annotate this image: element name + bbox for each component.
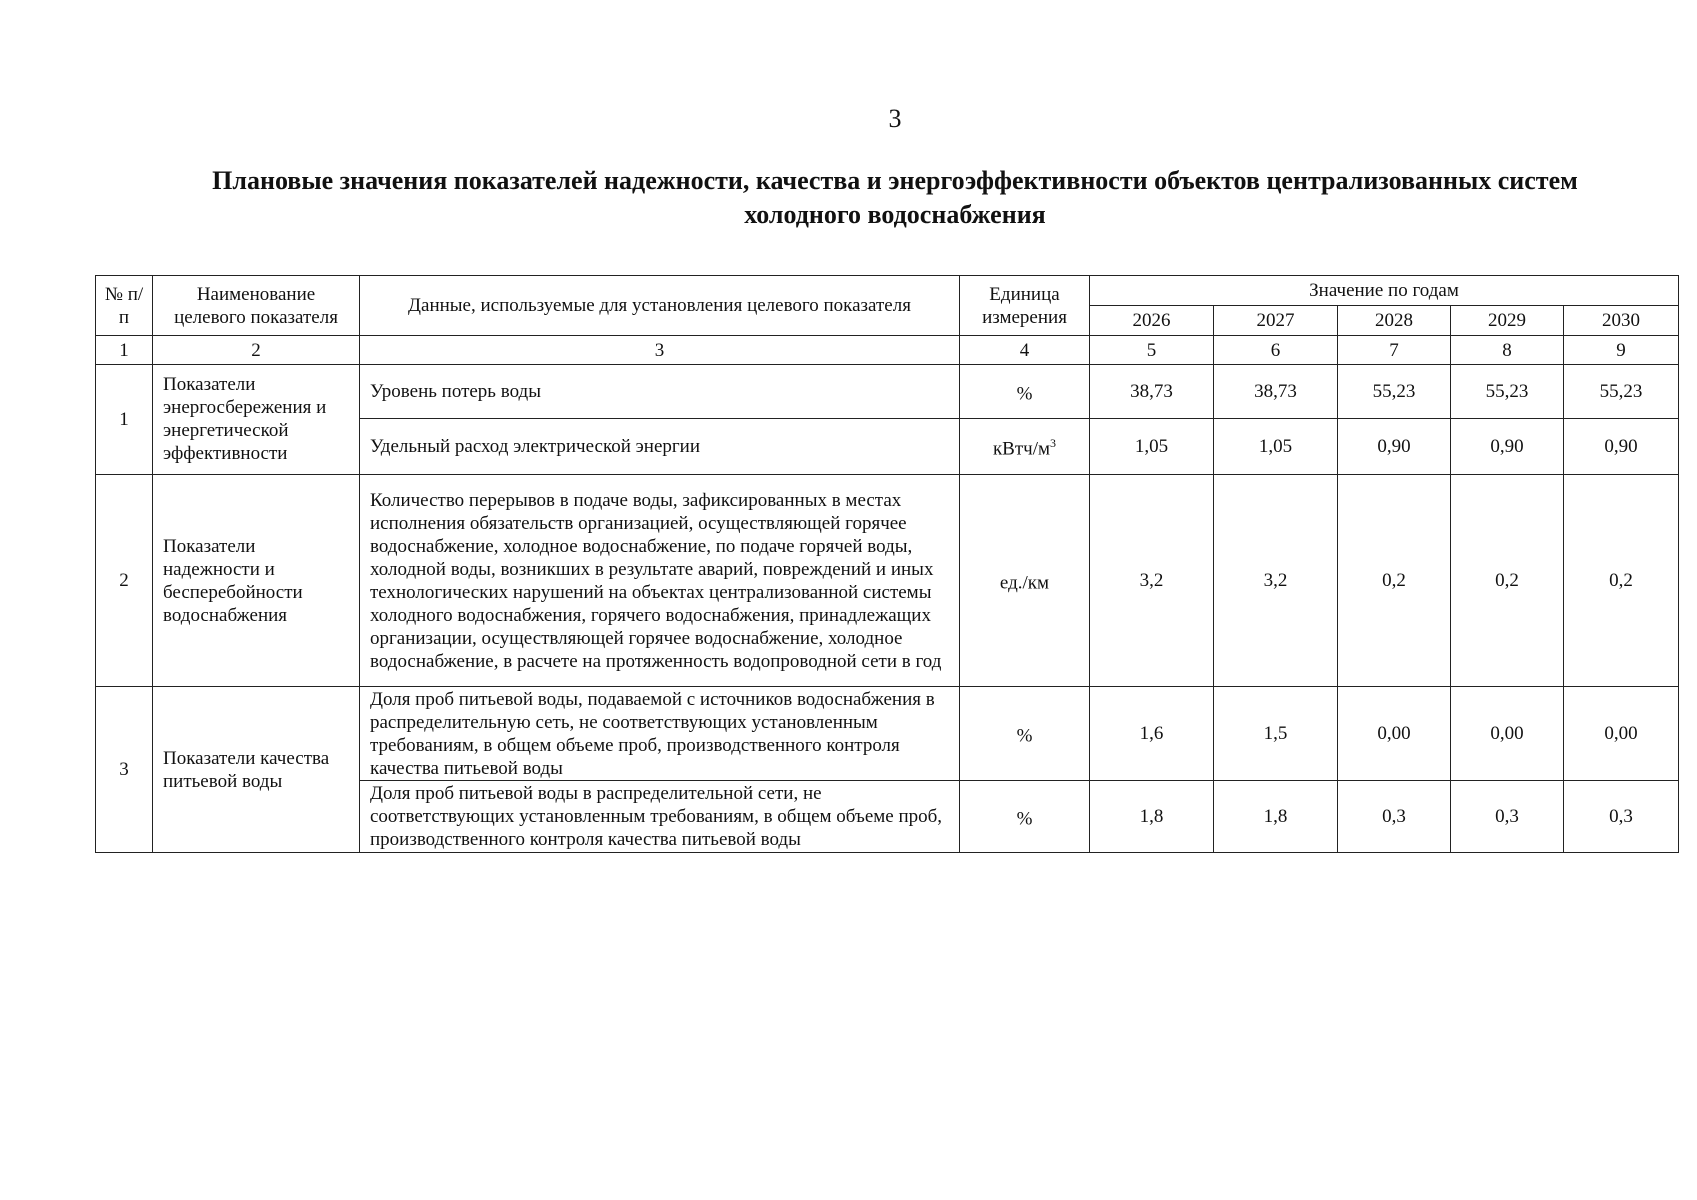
- year-value: 1,05: [1214, 419, 1338, 475]
- indicator-name: Показатели качества питьевой воды: [153, 687, 360, 853]
- title-line-2: холодного водоснабжения: [744, 200, 1046, 229]
- row-number: 2: [96, 475, 153, 687]
- header-num: № п/п: [96, 276, 153, 336]
- year-value: 38,73: [1090, 365, 1214, 419]
- column-number: 9: [1564, 336, 1679, 365]
- unit: %: [1016, 383, 1033, 405]
- year-value: 0,3: [1338, 781, 1451, 853]
- column-number: 3: [360, 336, 960, 365]
- column-number: 5: [1090, 336, 1214, 365]
- table-row: [96, 687, 1679, 781]
- indicator-name: Показатели надежности и бесперебойности водоснабжения: [153, 475, 360, 687]
- table-row: [96, 365, 1679, 419]
- header-year: 2026: [1090, 306, 1214, 336]
- year-value: 55,23: [1338, 365, 1451, 419]
- year-value: 0,00: [1338, 687, 1451, 781]
- year-value: 3,2: [1090, 475, 1214, 687]
- indicator-name: Показатели энергосбережения и энергетической эффективности: [153, 365, 360, 475]
- column-number: 7: [1338, 336, 1451, 365]
- unit-cell: [960, 475, 1090, 687]
- header-unit: Единица измерения: [960, 276, 1090, 336]
- indicator-data: Удельный расход электрической энергии: [360, 419, 960, 475]
- unit: %: [1016, 725, 1033, 747]
- unit-superscript: 3: [1050, 436, 1057, 451]
- unit-cell: [960, 687, 1090, 781]
- year-value: 0,90: [1451, 419, 1564, 475]
- year-value: 0,90: [1564, 419, 1679, 475]
- title-line-1: Плановые значения показателей надежности, качества и энергоэффективности объектов централизованных систем: [212, 166, 1578, 195]
- header-indicator-name: Наименование целевого показателя: [153, 276, 360, 336]
- year-value: 0,00: [1451, 687, 1564, 781]
- column-number: 1: [96, 336, 153, 365]
- document-title: [140, 164, 1650, 232]
- row-number: 3: [96, 687, 153, 853]
- unit: %: [1016, 808, 1033, 830]
- unit: ед./км: [999, 572, 1050, 594]
- year-value: 55,23: [1564, 365, 1679, 419]
- unit: кВтч/м: [992, 438, 1051, 460]
- indicator-data: Доля проб питьевой воды, подаваемой с источников водоснабжения в распределительную сеть, не соответствующих установленным требованиям, в общем объеме проб, производственного контроля качества питьевой воды: [360, 687, 960, 781]
- column-number: 2: [153, 336, 360, 365]
- page-number: 3: [888, 104, 902, 133]
- header-data: Данные, используемые для установления целевого показателя: [360, 276, 960, 336]
- column-number: 6: [1214, 336, 1338, 365]
- header-year: 2029: [1451, 306, 1564, 336]
- column-number: 8: [1451, 336, 1564, 365]
- indicator-data: Доля проб питьевой воды в распределительной сети, не соответствующих установленным требованиям, в общем объеме проб, производственного контроля качества питьевой воды: [360, 781, 960, 853]
- year-value: 0,3: [1564, 781, 1679, 853]
- unit-cell: [960, 365, 1090, 419]
- unit-cell: [960, 419, 1090, 475]
- header-year: 2027: [1214, 306, 1338, 336]
- year-value: 1,5: [1214, 687, 1338, 781]
- year-value: 0,00: [1564, 687, 1679, 781]
- indicators-table: [95, 275, 1679, 853]
- year-value: 0,2: [1338, 475, 1451, 687]
- unit-cell: [960, 781, 1090, 853]
- year-value: 0,90: [1338, 419, 1451, 475]
- table-row: [96, 475, 1679, 687]
- year-value: 0,2: [1451, 475, 1564, 687]
- year-value: 0,2: [1564, 475, 1679, 687]
- indicator-data: Уровень потерь воды: [360, 365, 960, 419]
- indicator-data: Количество перерывов в подаче воды, зафиксированных в местах исполнения обязательств организацией, осуществляющей горячее водоснабжение, холодное водоснабжение, по подаче горячей воды, холодной воды, возникших в результате аварий, повреждений и иных технологических нарушений на объектах централизованной системы холодного водоснабжения, горячего водоснабжения, принадлежащих организации, осуществляющей горячее водоснабжение, холодное водоснабжение, в расчете на протяженность водопроводной сети в год: [360, 475, 960, 687]
- header-year: 2030: [1564, 306, 1679, 336]
- year-value: 55,23: [1451, 365, 1564, 419]
- row-number: 1: [96, 365, 153, 475]
- year-value: 0,3: [1451, 781, 1564, 853]
- year-value: 1,8: [1090, 781, 1214, 853]
- header-year: 2028: [1338, 306, 1451, 336]
- year-value: 38,73: [1214, 365, 1338, 419]
- year-value: 1,6: [1090, 687, 1214, 781]
- year-value: 3,2: [1214, 475, 1338, 687]
- header-years-group: Значение по годам: [1090, 276, 1679, 306]
- year-value: 1,05: [1090, 419, 1214, 475]
- year-value: 1,8: [1214, 781, 1338, 853]
- column-number: 4: [960, 336, 1090, 365]
